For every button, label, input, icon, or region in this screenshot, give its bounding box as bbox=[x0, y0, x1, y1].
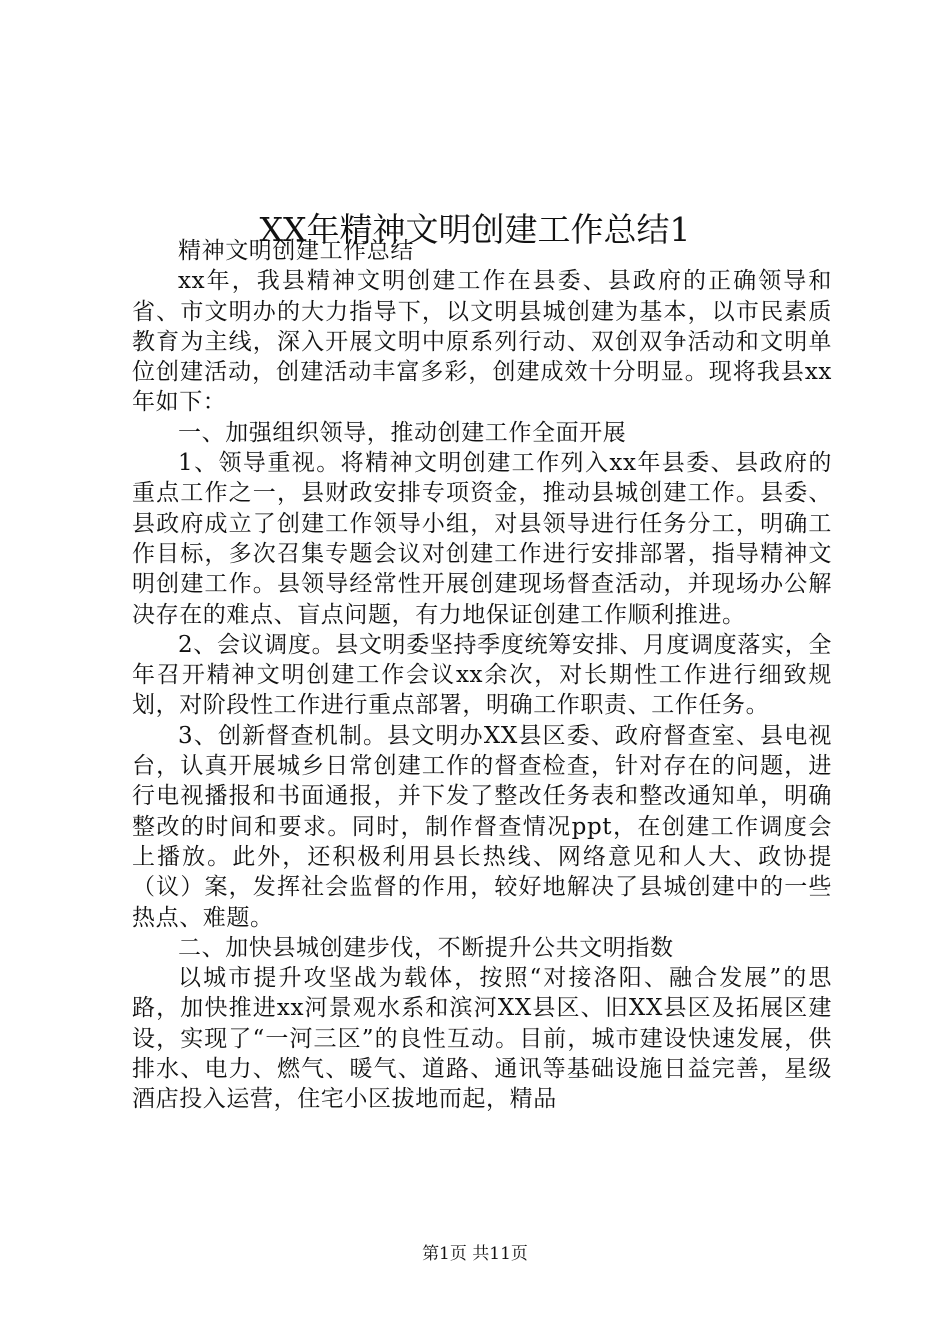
paragraph-intro: xx年，我县精神文明创建工作在县委、县政府的正确领导和省、市文明办的大力指导下，以文明县城创建为基本，以市民素质教育为主线，深入开展文明中原系列行动、双创双争活动和文明单位创建活动，创建活动丰富多彩，创建成效十分明显。现将我县xx年如下： bbox=[132, 268, 832, 416]
paragraph-leadership: 1、领导重视。将精神文明创建工作列入xx年县委、县政府的重点工作之一，县财政安排专项资金，推动县城创建工作。县委、县政府成立了创建工作领导小组，对县领导进行任务分工，明确工作目标，多次召集专题会议对创建工作进行安排部署，指导精神文明创建工作。县领导经常性开展创建现场督查活动，并现场办公解决存在的难点、盲点问题，有力地保证创建工作顺利推进。 bbox=[132, 450, 832, 628]
page-number-footer: 第1页 共11页 bbox=[422, 1244, 528, 1264]
section-heading-2: 二、加快县城创建步伐，不断提升公共文明指数 bbox=[178, 934, 674, 961]
document-body bbox=[132, 236, 832, 1115]
paragraph-supervision: 3、创新督查机制。县文明办XX县区委、政府督查室、县电视台，认真开展城乡日常创建工作的督查检查，针对存在的问题，进行电视播报和书面通报，并下发了整改任务表和整改通知单，明确整改的时间和要求。同时，制作督查情况ppt，在创建工作调度会上播放。此外，还积极利用县长热线、网络意见和人大、政协提（议）案，发挥社会监督的作用，较好地解决了县城创建中的一些热点、难题。 bbox=[132, 722, 832, 931]
section-heading-1: 一、加强组织领导，推动创建工作全面开展 bbox=[178, 419, 627, 446]
paragraph-subtitle: 精神文明创建工作总结 bbox=[178, 238, 414, 264]
paragraph-city-building: 以城市提升攻坚战为载体，按照“对接洛阳、融合发展”的思路，加快推进xx河景观水系和滨河XX县区、旧XX县区及拓展区建设，实现了“一河三区”的良性互动。目前，城市建设快速发展，供排水、电力、燃气、暖气、道路、通讯等基础设施日益完善，星级酒店投入运营，住宅小区拔地而起，精品 bbox=[132, 965, 832, 1113]
paragraph-meetings: 2、会议调度。县文明委坚持季度统筹安排、月度调度落实，全年召开精神文明创建工作会议xx余次，对长期性工作进行细致规划，对阶段性工作进行重点部署，明确工作职责、工作任务。 bbox=[132, 631, 832, 719]
document-title: XX年精神文明创建工作总结1 bbox=[259, 210, 691, 250]
